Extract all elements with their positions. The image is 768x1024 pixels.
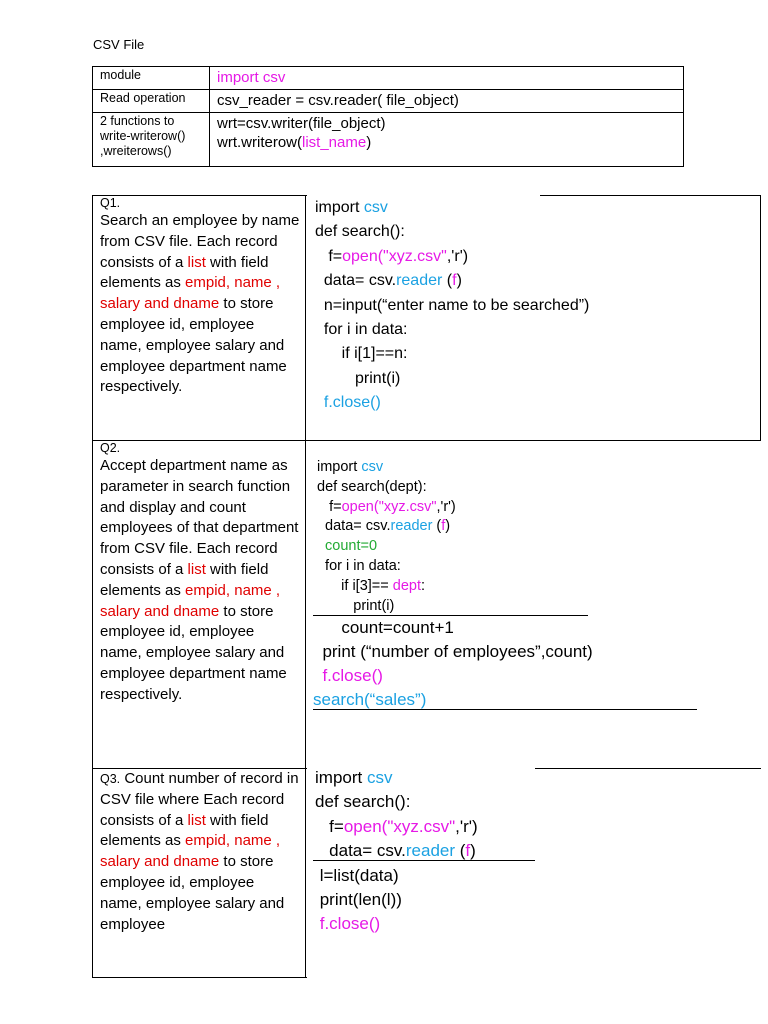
text-run: to store employee id, employee name, employee salary and employee	[100, 853, 285, 933]
question-number: Q2.	[100, 441, 121, 455]
text-run: data= csv.	[315, 272, 397, 290]
text-run: to store employee id, employee name, employee salary and employee department name respectively.	[100, 602, 287, 703]
text-run: csv	[361, 459, 384, 475]
text-run: f=	[315, 816, 344, 836]
text-run: "xyz.csv"	[387, 816, 456, 836]
text-run: print(i)	[315, 369, 401, 387]
question-text	[100, 769, 300, 935]
text-run: for i in data:	[317, 557, 401, 574]
text-run: data= csv.	[317, 518, 391, 535]
code-line	[315, 888, 478, 912]
text-run: import csv	[217, 69, 286, 86]
question-2	[100, 441, 300, 706]
text-run: (	[432, 518, 442, 535]
code-line	[315, 391, 589, 415]
code-line	[315, 864, 478, 888]
text-run: ,'r')	[446, 247, 469, 265]
code-line	[315, 766, 478, 790]
text-run: )	[470, 841, 476, 861]
text-run: print(len(l))	[315, 890, 402, 910]
text-run	[315, 394, 324, 411]
text-run: import	[315, 199, 364, 216]
row-value	[210, 90, 684, 113]
text-run: "xyz.csv"	[378, 498, 437, 515]
text-run: def search(dept):	[317, 478, 427, 495]
code-line	[315, 342, 589, 366]
row-label: 2 functions to write-writerow() ,wreiterows()	[93, 113, 210, 167]
question-text	[100, 456, 300, 706]
text-run: with field elements as	[100, 811, 269, 850]
code-line	[315, 220, 589, 244]
question-1	[100, 196, 300, 398]
text-run: count=count+1	[313, 618, 454, 637]
question-number: Q1.	[100, 196, 121, 210]
text-run: list	[187, 811, 206, 829]
code-line	[317, 478, 456, 498]
table-row	[93, 113, 684, 167]
code-line	[315, 245, 589, 269]
text-run: )	[456, 272, 462, 290]
text-run: :	[421, 577, 426, 594]
text-run: csv	[366, 768, 393, 787]
row-value	[210, 113, 684, 167]
text-run: f=	[317, 498, 342, 515]
code-line	[317, 577, 456, 597]
text-run: data= csv.	[315, 841, 406, 861]
page-title: CSV File	[93, 37, 145, 52]
code-line	[317, 458, 456, 478]
text-run: search(“sales”)	[313, 690, 427, 709]
code-line	[315, 815, 478, 839]
text-run: count=0	[317, 538, 378, 555]
question-3	[100, 769, 300, 935]
text-run: with field elements as	[100, 560, 269, 599]
text-run: (	[455, 841, 466, 861]
text-run: empid, name , salary and dname	[100, 581, 281, 620]
text-run: )	[445, 518, 451, 535]
text-run: f	[465, 841, 471, 861]
code-line	[317, 498, 456, 518]
code-line	[315, 269, 589, 293]
text-run: Search an employee by name from CSV file. Each record consists of a	[100, 212, 300, 271]
text-run: f	[452, 272, 457, 290]
text-run: if i[1]==n:	[315, 345, 408, 363]
text-run: reader	[396, 272, 443, 290]
text-run: f.close()	[319, 914, 381, 934]
text-run: print (“number of employees”,count)	[313, 642, 593, 661]
code-line	[315, 912, 478, 936]
row-label: module	[93, 67, 210, 90]
code-line	[315, 790, 478, 814]
question-text	[100, 211, 300, 398]
text-run: open(	[342, 247, 384, 265]
writer-line: wrt=csv.writer(file_object)	[217, 115, 386, 132]
text-run: def search():	[315, 792, 411, 812]
text-run: def search():	[315, 223, 405, 241]
text-run: ,'r')	[436, 498, 456, 515]
code-block-1	[315, 196, 589, 416]
text-run: to store employee id, employee name, employee salary and employee department name respectively.	[100, 295, 287, 396]
text-run: reader	[390, 518, 433, 535]
code-line	[315, 196, 589, 220]
text-run: )	[366, 134, 372, 151]
text-run: import	[317, 459, 362, 475]
text-run: import	[315, 768, 367, 787]
text-run: list	[187, 253, 206, 271]
text-run: print(i)	[317, 597, 395, 614]
question-number: Q3.	[100, 772, 121, 786]
text-run: f.close()	[323, 394, 381, 412]
code-line	[315, 294, 589, 318]
code-block-2	[317, 458, 456, 616]
text-run: f.close()	[322, 666, 383, 685]
text-run: n=input(“enter name to be searched”)	[315, 296, 590, 314]
text-run: csv_reader = csv.reader( file_object)	[217, 92, 459, 109]
code-line	[317, 537, 456, 557]
text-run: dept	[392, 577, 421, 594]
text-run: f=	[315, 247, 343, 265]
code-block-3	[315, 766, 478, 937]
text-run: if i[3]==	[317, 577, 393, 594]
code-line	[317, 597, 456, 617]
text-run: l=list(data)	[315, 865, 399, 885]
code-line	[313, 688, 593, 712]
code-line	[315, 839, 478, 863]
code-line	[317, 517, 456, 537]
text-run: for i in data:	[315, 321, 408, 339]
text-run: f	[441, 518, 446, 535]
code-line	[313, 664, 593, 688]
code-line	[313, 640, 593, 664]
question-body	[100, 770, 299, 933]
code-line	[317, 557, 456, 577]
text-run: empid, name , salary and dname	[100, 832, 281, 871]
row-value	[210, 67, 684, 90]
text-run: list_name	[302, 134, 367, 151]
table-row	[93, 67, 684, 90]
text-run: ,'r')	[455, 816, 478, 836]
text-run: wrt.writerow(	[217, 134, 302, 151]
code-block-2b	[313, 616, 593, 712]
text-run: with field elements as	[100, 253, 269, 292]
text-run: Accept department name as parameter in search function and display and count employees of that department from CSV file. Each record consists of a	[100, 457, 299, 578]
code-line	[315, 318, 589, 342]
text-run: reader	[405, 841, 456, 861]
text-run: open(	[341, 498, 379, 515]
code-line	[313, 616, 593, 640]
summary-table	[92, 66, 684, 167]
text-run: "xyz.csv"	[383, 247, 447, 265]
row-label: Read operation	[93, 90, 210, 113]
text-run: Count number of record in CSV file where Each record consists of a	[100, 770, 299, 829]
text-run: (	[442, 272, 453, 290]
text-run: open(	[343, 816, 388, 836]
text-run: csv	[363, 199, 388, 216]
text-run: list	[187, 560, 206, 578]
text-run: empid, name , salary and dname	[100, 274, 281, 313]
writerow-line	[217, 133, 676, 152]
code-line	[315, 367, 589, 391]
table-row	[93, 90, 684, 113]
